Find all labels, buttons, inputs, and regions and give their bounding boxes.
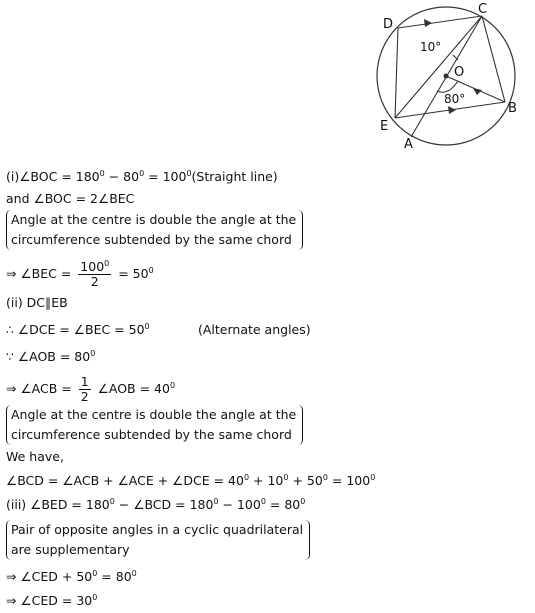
note-centre-angle-2: Angle at the centre is double the angle at the circumference subtended by the same chord [6,405,303,445]
fraction-1-over-2: $\frac{1}{2}$ [80,374,89,404]
line-dce: ∴ ∠DCE = ∠BEC = $50^0$ [6,322,150,337]
line-bed: (iii) ∠BED = $180^0$ − ∠BCD = $180^0 - 100^0 = 80^0$ [6,497,306,512]
label-d: D [383,17,394,32]
label-c: C [478,2,488,17]
note-cyclic-quadrilateral: Pair of opposite angles in a cyclic quadrilateral are supplementary [6,520,310,560]
label-b: B [508,101,517,116]
line-acb: ⇒ ∠ACB = $\frac{1}{2}$ ∠AOB = $40^0$ [6,374,176,404]
fraction-100-over-2: $\frac{100^0}{2}$ [80,259,110,289]
line-we-have: We have, [6,449,64,464]
line-boc-2bec: and ∠BOC = 2∠BEC [6,191,135,206]
note-centre-angle-1: Angle at the centre is double the angle at the circumference subtended by the same chord [6,210,303,250]
label-o: O [454,65,465,80]
note-alternate-angles: (Alternate angles) [198,322,311,337]
line-bcd: ∠BCD = ∠ACB + ∠ACE + ∠DCE = $40^0 + 10^0 + 50^0 = 100^0$ [6,473,376,488]
line-aob: ∵ ∠AOB = $80^0$ [6,349,96,364]
circle-diagram [0,0,535,160]
chord-ce [395,16,482,118]
line-bec: ⇒ ∠BEC = $\frac{100^0}{2}$ = $50^0$ [6,259,154,289]
line-ced-eq: ⇒ ∠CED + $50^0 = 80^0$ [6,569,137,584]
arrow-dc [424,19,432,27]
label-a: A [404,137,413,152]
line-dc-parallel-eb: (ii) DC∥EB [6,295,68,310]
chord-dc [398,16,482,28]
line-ced-result: ⇒ ∠CED = $30^0$ [6,593,98,608]
angle-label-80: 80° [444,92,466,106]
chord-cb [482,16,505,102]
angle-label-10: 10° [420,40,442,54]
label-e: E [380,119,389,134]
chord-de [395,28,398,118]
arrow-eb [448,106,456,114]
center-point-o [444,74,449,79]
line-boc: (i)∠BOC = $180^0 - 80^0$ = $100^0(Straight$ line) [6,169,278,184]
